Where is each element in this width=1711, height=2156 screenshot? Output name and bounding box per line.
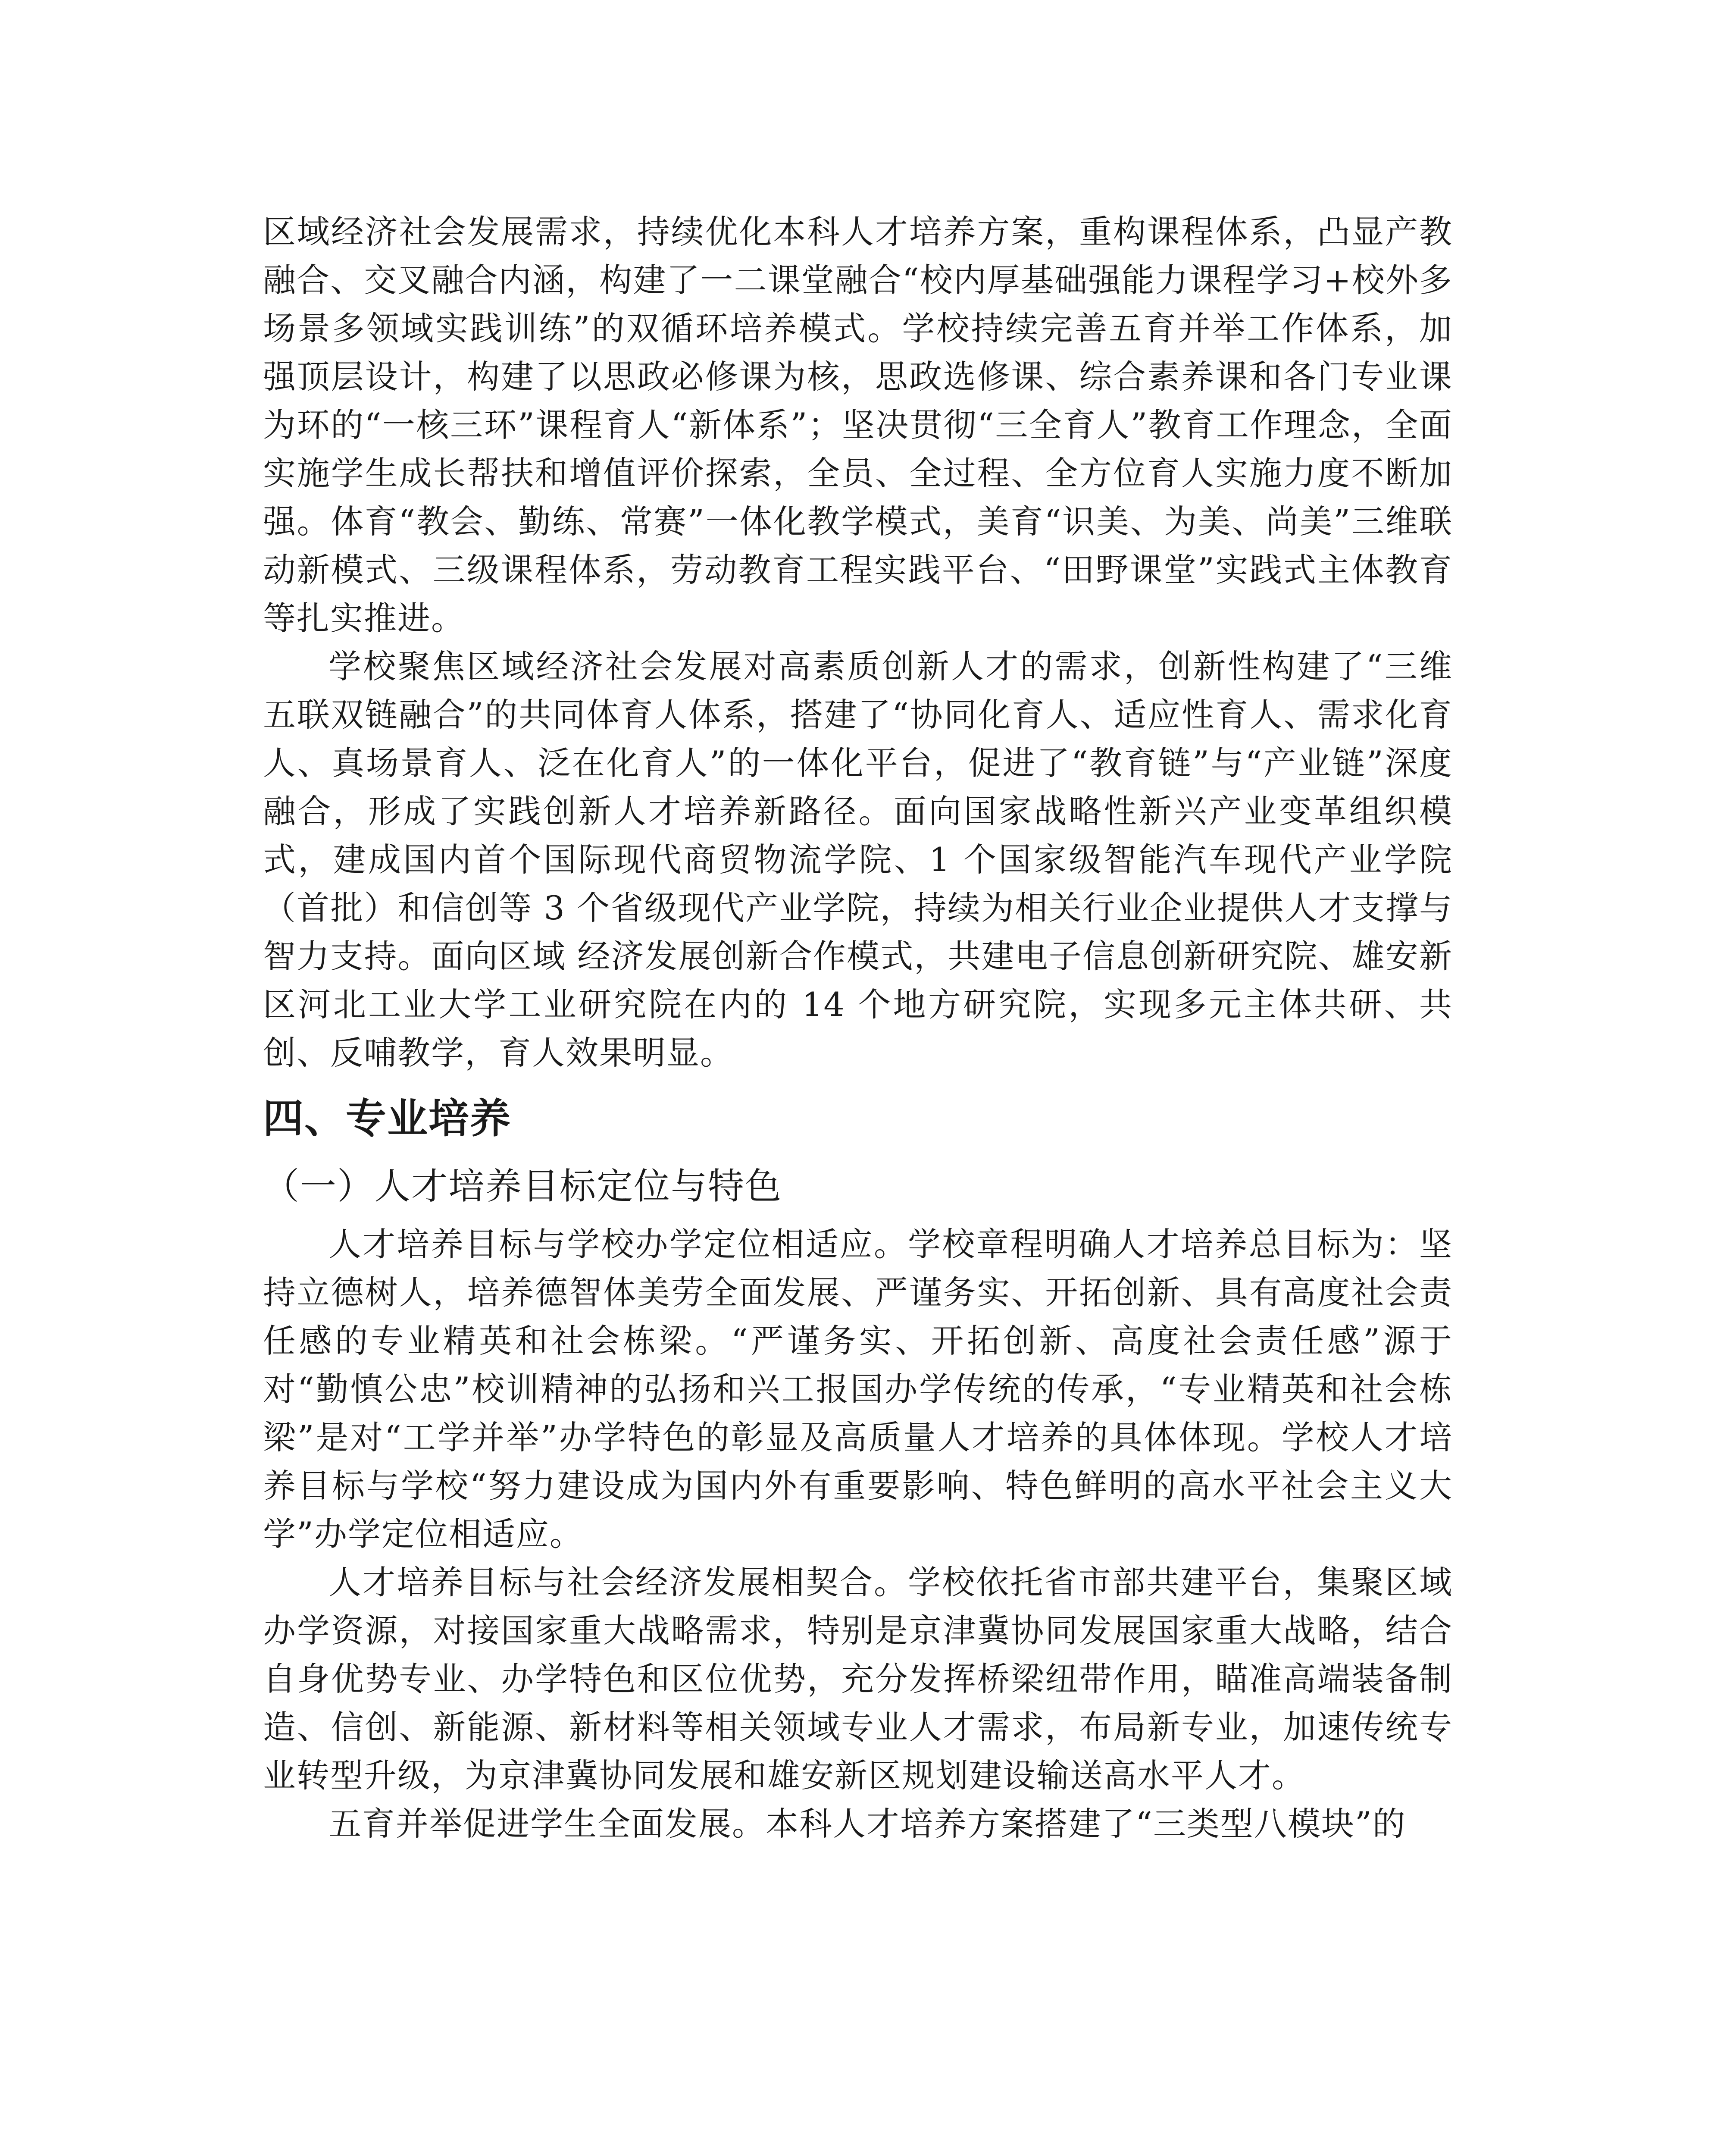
section-heading: 四、专业培养 xyxy=(263,1095,512,1142)
paragraph-five-education: 五育并举促进学生全面发展。本科人才培养方案搭建了“三类型八模块”的 xyxy=(328,1805,1406,1843)
page-content xyxy=(263,208,1453,1848)
paragraph-goal-economy: 人才培养目标与社会经济发展相契合。学校依托省市部共建平台，集聚区域办学资源，对接国家重大战略需求，特别是京津冀协同发展国家重大战略，结合自身优势专业、办学特色和区位优势，充分发挥桥梁纽带作用，瞄准高端装备制造、信创、新能源、新材料等相关领域专业人才需求，布局新专业，加速传统专业转型升级，为京津冀协同发展和雄安新区规划建设输送高水平人才。 xyxy=(263,1563,1453,1795)
subsection-heading: （一）人才培养目标定位与特色 xyxy=(263,1165,782,1207)
paragraph-goal-positioning: 人才培养目标与学校办学定位相适应。学校章程明确人才培养总目标为：坚持立德树人，培养德智体美劳全面发展、严谨务实、开拓创新、具有高度社会责任感的专业精英和社会栋梁。“严谨务实、开拓创新、高度社会责任感”源于对“勤慎公忠”校训精神的弘扬和兴工报国办学传统的传承，“专业精英和社会栋梁”是对“工学并举”办学特色的彰显及高质量人才培养的具体体现。学校人才培养目标与学校“努力建设成为国内外有重要影响、特色鲜明的高水平社会主义大学”办学定位相适应。 xyxy=(263,1225,1453,1553)
paragraph-innovation-system: 学校聚焦区域经济社会发展对高素质创新人才的需求，创新性构建了“三维五联双链融合”的共同体育人体系，搭建了“协同化育人、适应性育人、需求化育人、真场景育人、泛在化育人”的一体化平台，促进了“教育链”与“产业链”深度融合，形成了实践创新人才培养新路径。面向国家战略性新兴产业变革组织模式，建成国内首个国际现代商贸物流学院、1 个国家级智能汽车现代产业学院（首批）和信创等 3 个省级现代产业学院，持续为相关行业企业提供人才支撑与智力支持。面向区域 经济发展创新合作模式，共建电子信息创新研究院、雄安新区河北工业大学工业研究院在内的 14 个地方研究院，实现多元主体共研、共创、反哺教学，育人效果明显。 xyxy=(263,647,1453,1072)
paragraph-continued: 区域经济社会发展需求，持续优化本科人才培养方案，重构课程体系，凸显产教融合、交叉融合内涵，构建了一二课堂融合“校内厚基础强能力课程学习+校外多场景多领域实践训练”的双循环培养模式。学校持续完善五育并举工作体系，加强顶层设计，构建了以思政必修课为核，思政选修课、综合素养课和各门专业课为环的“一核三环”课程育人“新体系”；坚决贯彻“三全育人”教育工作理念，全面实施学生成长帮扶和增值评价探索，全员、全过程、全方位育人实施力度不断加强。体育“教会、勤练、常赛”一体化教学模式，美育“识美、为美、尚美”三维联动新模式、三级课程体系，劳动教育工程实践平台、“田野课堂”实践式主体教育等扎实推进。 xyxy=(263,213,1453,637)
